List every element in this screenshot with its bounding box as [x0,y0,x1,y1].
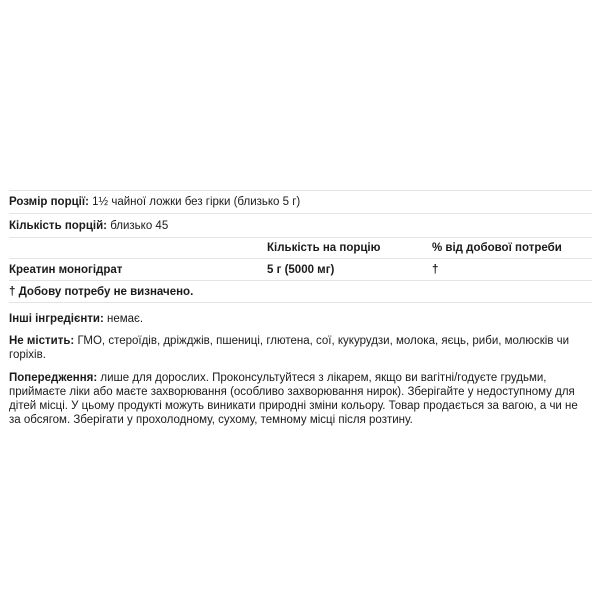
serving-size-value: 1½ чайної ложки без гірки (близько 5 г) [92,196,301,208]
table-header-row [9,238,592,259]
other-ingredients-value: немає. [107,313,144,325]
ingredients-and-warnings [9,312,592,427]
warnings-label: Попередження: [9,372,98,384]
free-of-label: Не містить: [9,335,75,347]
ingredient-name: Креатин моногідрат [9,263,123,276]
other-ingredients-label: Інші інгредієнти: [9,313,104,325]
supplement-facts-panel [9,190,592,435]
warnings-value: лише для дорослих. Проконсультуйтеся з лікарем, якщо ви вагітні/годуєте грудьми, приймаєте ліки або маєте захворювання (особливо захворювання нирок). Зберігайте у недоступному для дітей місці. У цьому продукті можуть виникати природні зміни кольору. Товар продається за вагою, а чи не за обсягом. Зберігати у прохолодному, сухому, темному місці після розтину. [9,372,578,426]
table-header-amount-per-serving: Кількість на порцію [267,242,381,254]
table-row [9,259,592,281]
table-footnote-row [9,281,592,303]
ingredient-daily-value: † [432,263,439,276]
servings-per-container-label: Кількість порцій: [9,219,107,232]
serving-size-label: Розмір порції: [9,196,89,208]
other-ingredients [9,312,592,326]
free-of-value: ГМО, стероїдів, дріжджів, пшениці, глютена, сої, кукурудзи, молока, яєць, риби, молюсків чи горіхів. [9,335,570,361]
free-of-statement [9,334,592,362]
servings-per-container-value: близько 45 [110,219,169,232]
serving-size-row [9,190,592,214]
servings-per-container-row [9,214,592,238]
ingredient-amount: 5 г (5000 мг) [267,263,335,276]
table-header-daily-value: % від добової потреби [432,242,562,254]
table-footnote: † Добову потребу не визначено. [9,285,194,298]
warnings-statement [9,371,592,427]
